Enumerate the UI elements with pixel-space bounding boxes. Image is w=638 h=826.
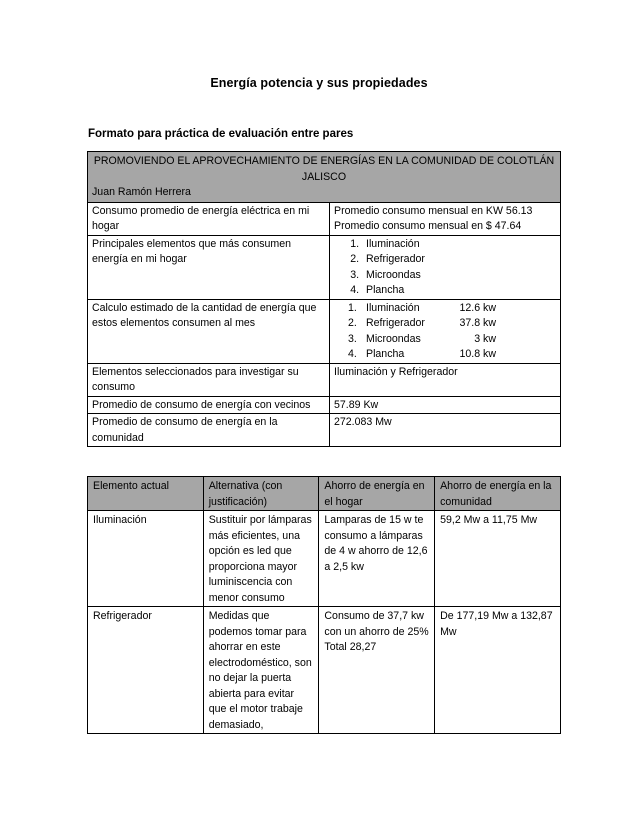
total-text: Total 28,27: [324, 641, 377, 653]
document-title: Energía potencia y sus propiedades: [210, 76, 428, 90]
row-label: Elementos seleccionados para investigar su consumo: [88, 363, 330, 396]
table-row: [88, 414, 561, 447]
row-label: Calculo estimado de la cantidad de energía que estos elementos consumen al mes: [88, 299, 330, 363]
consumption-text: Consumo de 37,7 kw con un ahorro de 25%: [324, 610, 429, 638]
list-item: 4. Plancha: [362, 283, 556, 299]
item-number: 1.: [348, 301, 357, 314]
list-item: [348, 332, 556, 348]
row-label: Consumo promedio de energía eléctrica en mi hogar: [88, 202, 330, 235]
row-value: Iluminación y Refrigerador: [330, 363, 561, 396]
project-title: PROMOVIENDO EL APROVECHAMIENTO DE ENERGÍAS EN LA COMUNIDAD DE COLOTLÁN JALISCO: [93, 155, 555, 183]
appliance-list: [334, 237, 556, 299]
item-name: Microondas: [366, 332, 421, 345]
list-item: [348, 316, 556, 332]
document-subtitle: Formato para práctica de evaluación entre pares: [88, 128, 354, 140]
item-value: 3 kw: [474, 332, 496, 345]
column-header: Ahorro de energía en el hogar: [319, 477, 435, 511]
column-header: Alternativa (con justificación): [203, 477, 319, 511]
column-header: Ahorro de energía en la comunidad: [435, 477, 561, 511]
table-row: [88, 363, 561, 396]
alternative-cell: Medidas que podemos tomar para ahorrar en este electrodoméstico, son no dejar la puerta abierta para evitar que el motor trabaje demasiado,: [203, 607, 319, 734]
list-item: 3. Microondas: [362, 268, 556, 284]
list-item: 2. Refrigerador: [362, 252, 556, 268]
table-row: [88, 202, 561, 235]
row-value: [330, 235, 561, 299]
home-savings-cell: Lamparas de 15 w te consumo a lámparas de 4 w ahorro de 12,6 a 2,5 kw: [319, 511, 435, 607]
item-value: 37.8 kw: [459, 317, 496, 329]
table-row: [88, 511, 561, 607]
evaluation-table: [87, 151, 561, 447]
element-cell: Refrigerador: [88, 607, 204, 734]
monthly-kw: Promedio consumo mensual en KW 56.13: [334, 204, 533, 217]
alternative-cell: Sustituir por lámparas más eficientes, una opción es led que proporciona mayor luminiscencia con menor consumo: [203, 511, 319, 607]
table-header-row: [88, 477, 561, 511]
home-savings-cell: [319, 607, 435, 734]
item-number: 2.: [348, 317, 357, 329]
row-label: Promedio de consumo de energía con vecinos: [88, 396, 330, 414]
row-label: Promedio de consumo de energía en la comunidad: [88, 414, 330, 447]
alternatives-table: [87, 476, 561, 734]
estimate-list: [334, 301, 556, 363]
table-row: [88, 607, 561, 734]
row-value: 57.89 Kw: [330, 396, 561, 414]
community-savings-cell: 59,2 Mw a 11,75 Mw: [435, 511, 561, 607]
community-savings-cell: De 177,19 Mw a 132,87 Mw: [435, 607, 561, 734]
column-header: Elemento actual: [88, 477, 204, 511]
list-item: 1. Iluminación: [362, 237, 556, 253]
row-label: Principales elementos que más consumen energía en mi hogar: [88, 235, 330, 299]
row-value: [330, 202, 561, 235]
table-header-cell: [88, 152, 561, 203]
table-row: [88, 235, 561, 299]
row-value: 272.083 Mw: [330, 414, 561, 447]
item-value: 10.8 kw: [459, 348, 496, 360]
list-item: [348, 347, 556, 363]
item-number: 4.: [348, 348, 357, 360]
item-name: Refrigerador: [366, 317, 425, 329]
item-number: 3.: [348, 332, 357, 345]
item-value: 12.6 kw: [459, 301, 496, 314]
list-item: [348, 301, 556, 317]
element-cell: Iluminación: [88, 511, 204, 607]
monthly-cost: Promedio consumo mensual en $ 47.64: [334, 220, 522, 232]
table-header-row: [88, 152, 561, 203]
author-name: Juan Ramón Herrera: [92, 186, 191, 198]
item-name: Iluminación: [366, 301, 420, 314]
table-row: [88, 396, 561, 414]
row-value: [330, 299, 561, 363]
table-row: [88, 299, 561, 363]
item-name: Plancha: [366, 348, 405, 360]
